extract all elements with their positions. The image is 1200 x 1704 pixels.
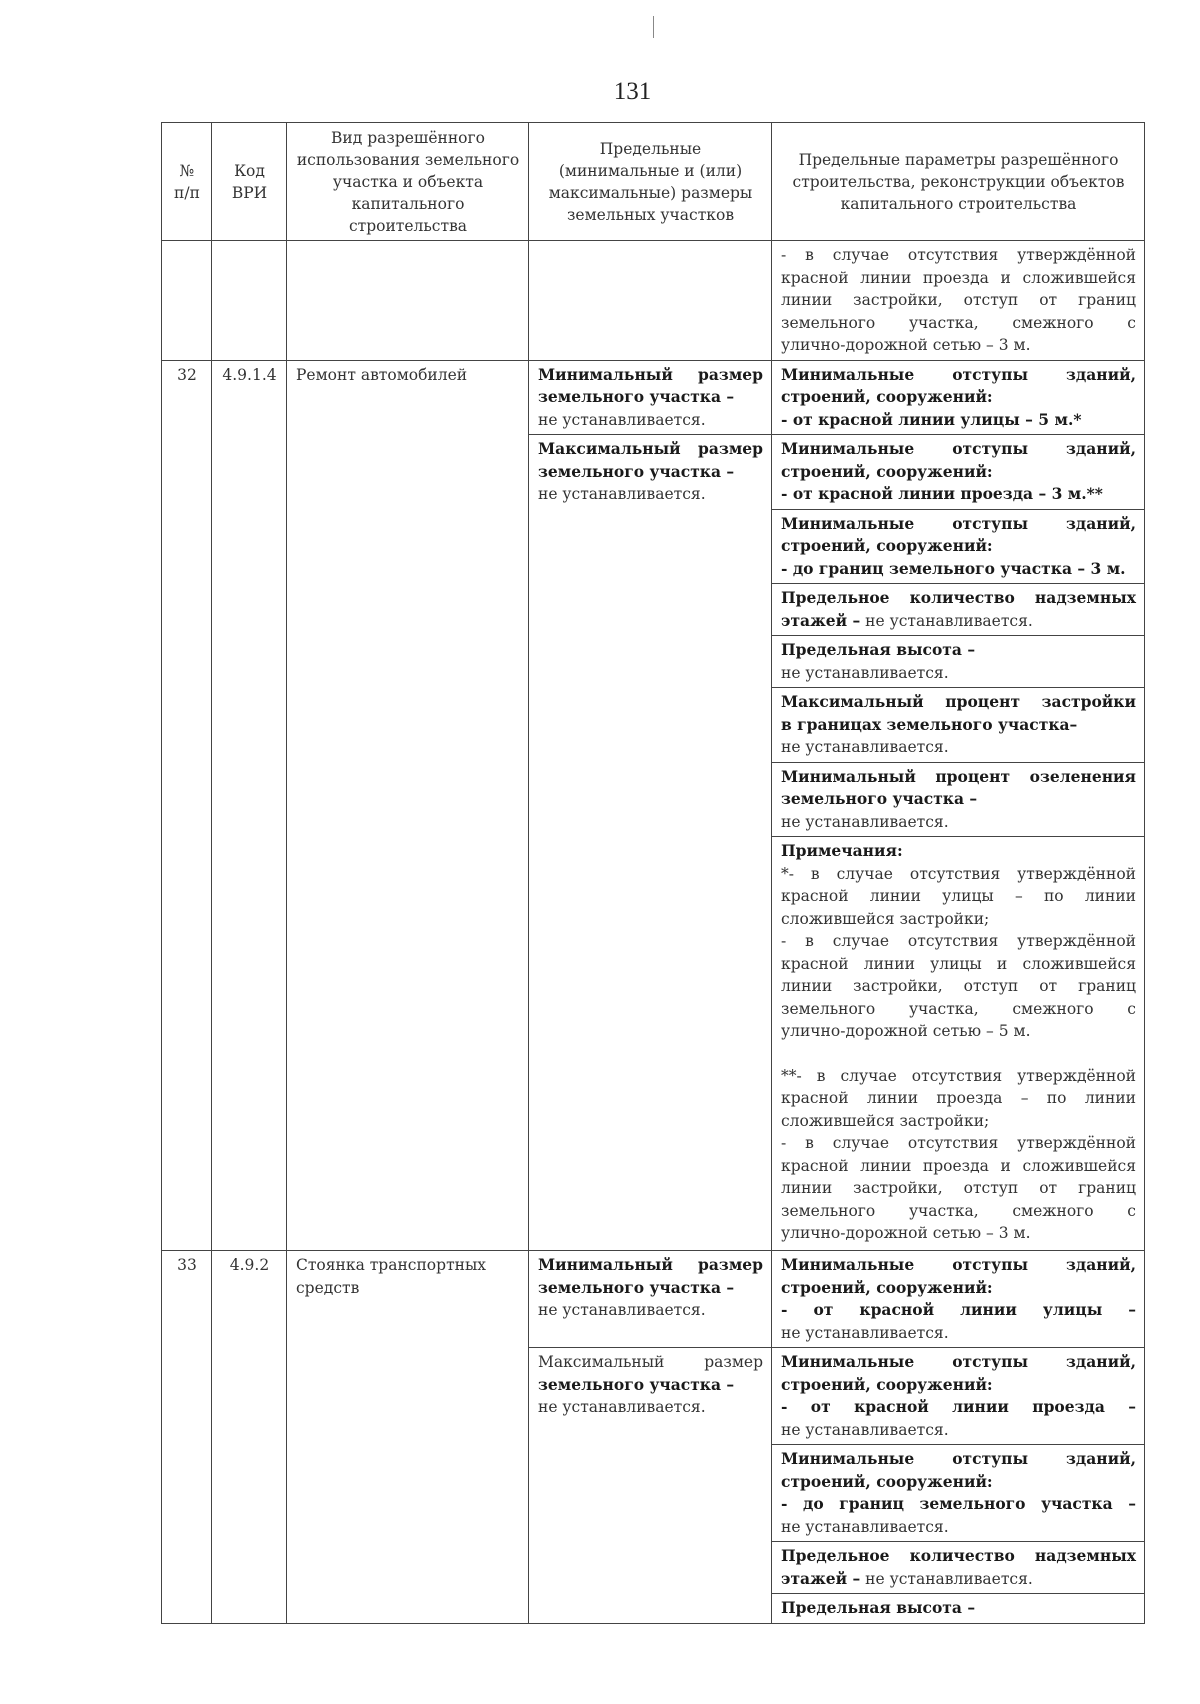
carryover-num — [162, 241, 212, 361]
row33-param-plot-border: Минимальные отступы зданий, строений, сооружений: - до границ земельного участка – не устанавливается. — [772, 1445, 1145, 1542]
scan-mark — [653, 16, 654, 38]
header-use: Вид разрешённого использования земельного участка и объекта капитального строительства — [287, 123, 529, 241]
table-header-row — [162, 123, 1145, 241]
row32-notes: Примечания: *- в случае отсутствия утверждённой красной линии улицы – по линии сложившейся застройки; - в случае отсутствия утверждённой красной линии улицы и сложившейся линии застройки, отступ от границ земельного участка, смежного с улично-дорожной сетью – 5 м. **- в случае отсутствия утверждённой красной линии проезда – по линии сложившейся застройки; - в случае отсутствия утверждённой красной линии проезда и сложившейся линии застройки, отступ от границ земельного участка, смежного с улично-дорожной сетью – 3 м. — [772, 837, 1145, 1251]
row32-param-red-line-street: Минимальные отступы зданий, строений, сооружений: - от красной линии улицы – 5 м.* — [772, 360, 1145, 435]
row32-code: 4.9.1.4 — [212, 360, 287, 1251]
row33-num: 33 — [162, 1251, 212, 1624]
carryover-params: - в случае отсутствия утверждённой красной линии проезда и сложившейся линии застройки, отступ от границ земельного участка, смежного с улично-дорожной сетью – 3 м. — [772, 241, 1145, 361]
carryover-size — [529, 241, 772, 361]
row32-param-red-line-passage: Минимальные отступы зданий, строений, сооружений: - от красной линии проезда – 3 м.** — [772, 435, 1145, 510]
row33-param-red-line-passage: Минимальные отступы зданий, строений, сооружений: - от красной линии проезда – не устанавливается. — [772, 1348, 1145, 1445]
row33-use: Стоянка транспортных средств — [287, 1251, 529, 1624]
row32-param-plot-border: Минимальные отступы зданий, строений, сооружений: - до границ земельного участка – 3 м. — [772, 509, 1145, 584]
row32-param-build-percent: Максимальный процент застройки в границах земельного участка– не устанавливается. — [772, 688, 1145, 763]
header-code: Код ВРИ — [212, 123, 287, 241]
row33-param-red-line-street: Минимальные отступы зданий, строений, сооружений: - от красной линии улицы – не устанавливается. — [772, 1251, 1145, 1348]
table-row-33 — [162, 1251, 1145, 1348]
regulations-table — [161, 122, 1145, 1624]
row33-param-floors: Предельное количество надземных этажей – не устанавливается. — [772, 1542, 1145, 1594]
row32-max-size: Максимальный размер земельного участка – не устанавливается. — [529, 435, 772, 1251]
row33-max-size: Максимальный размер земельного участка – не устанавливается. — [529, 1348, 772, 1624]
header-size: Предельные (минимальные и (или) максимальные) размеры земельных участков — [529, 123, 772, 241]
row32-num: 32 — [162, 360, 212, 1251]
table-row-32 — [162, 360, 1145, 435]
row32-param-floors: Предельное количество надземных этажей – не устанавливается. — [772, 584, 1145, 636]
row33-param-height: Предельная высота – — [772, 1594, 1145, 1624]
row33-min-size: Минимальный размер земельного участка – не устанавливается. — [529, 1251, 772, 1348]
row33-code: 4.9.2 — [212, 1251, 287, 1624]
row32-use: Ремонт автомобилей — [287, 360, 529, 1251]
header-num: № п/п — [162, 123, 212, 241]
carryover-row — [162, 241, 1145, 361]
row32-param-height: Предельная высота – не устанавливается. — [772, 636, 1145, 688]
carryover-code — [212, 241, 287, 361]
page-number: 131 — [613, 78, 652, 105]
carryover-use — [287, 241, 529, 361]
header-params: Предельные параметры разрешённого строительства, реконструкции объектов капитального строительства — [772, 123, 1145, 241]
row32-param-green-percent: Минимальный процент озеленения земельного участка – не устанавливается. — [772, 762, 1145, 837]
row32-min-size: Минимальный размер земельного участка – не устанавливается. — [529, 360, 772, 435]
